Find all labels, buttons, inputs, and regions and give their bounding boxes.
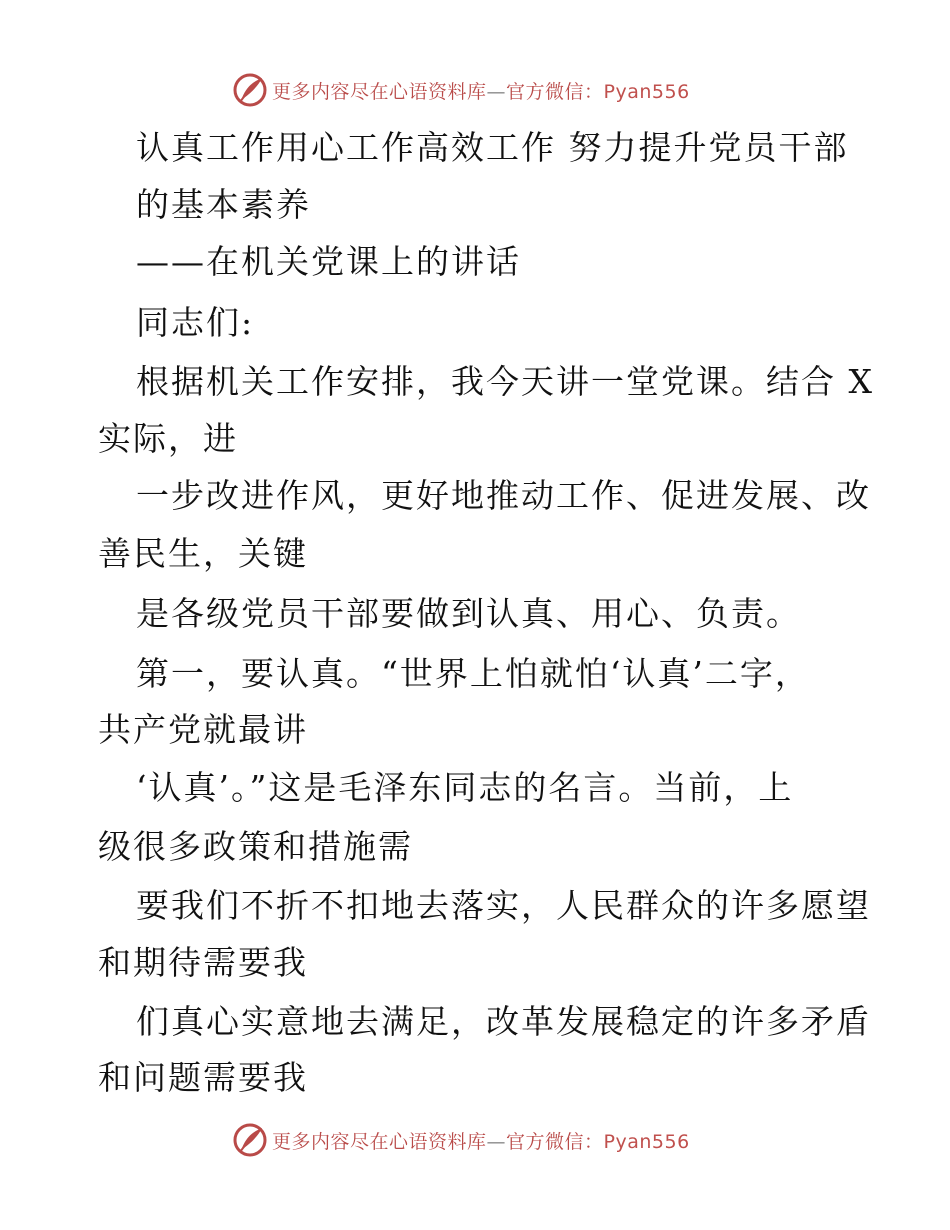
title-line-1: 认真工作用心工作高效工作 努力提升党员干部 — [136, 128, 849, 167]
feather-pen-logo-icon — [232, 72, 268, 108]
feather-pen-logo-icon — [232, 1122, 268, 1158]
paragraph-line: 一步改进作风，更好地推动工作、促进发展、改 — [136, 476, 871, 515]
watermark-text — [272, 77, 690, 104]
paragraph-line: 要我们不折不扣地去落实，人民群众的许多愿望 — [136, 886, 871, 925]
paragraph-line: 级很多政策和措施需 — [98, 827, 413, 866]
paragraph-line: 和期待需要我 — [98, 943, 308, 982]
watermark-wechat-id: Pyan556 — [603, 80, 690, 103]
watermark-text — [272, 1127, 690, 1154]
paragraph-line: 是各级党员干部要做到认真、用心、负责。 — [136, 594, 801, 633]
paragraph-line: 第一，要认真。“世界上怕就怕‘认真’二字， — [136, 654, 810, 693]
watermark-separator: — — [486, 80, 507, 103]
watermark-label: 官方微信： — [506, 1130, 604, 1153]
paragraph-line: 善民生，关键 — [98, 534, 308, 573]
paragraph-line: 共产党就最讲 — [98, 710, 308, 749]
watermark-separator: — — [486, 1130, 507, 1153]
salutation-line: 同志们: — [136, 303, 255, 342]
watermark-brand: 更多内容尽在心语资料库 — [272, 80, 487, 103]
paragraph-line: 和问题需要我 — [98, 1058, 308, 1097]
paragraph-line: 实际，进 — [98, 419, 238, 458]
watermark-brand: 更多内容尽在心语资料库 — [272, 1130, 487, 1153]
subtitle-line: ——在机关党课上的讲话 — [136, 242, 521, 281]
watermark-wechat-id: Pyan556 — [603, 1130, 690, 1153]
header-watermark — [232, 70, 690, 110]
paragraph-line: ‘认真’。”这是毛泽东同志的名言。当前，上 — [136, 768, 794, 807]
footer-watermark — [232, 1120, 690, 1160]
paragraph-line: 根据机关工作安排，我今天讲一堂党课。结合 X — [136, 362, 874, 401]
paragraph-line: 们真心实意地去满足，改革发展稳定的许多矛盾 — [136, 1002, 871, 1041]
title-line-2: 的基本素养 — [136, 185, 311, 224]
watermark-label: 官方微信： — [506, 80, 604, 103]
